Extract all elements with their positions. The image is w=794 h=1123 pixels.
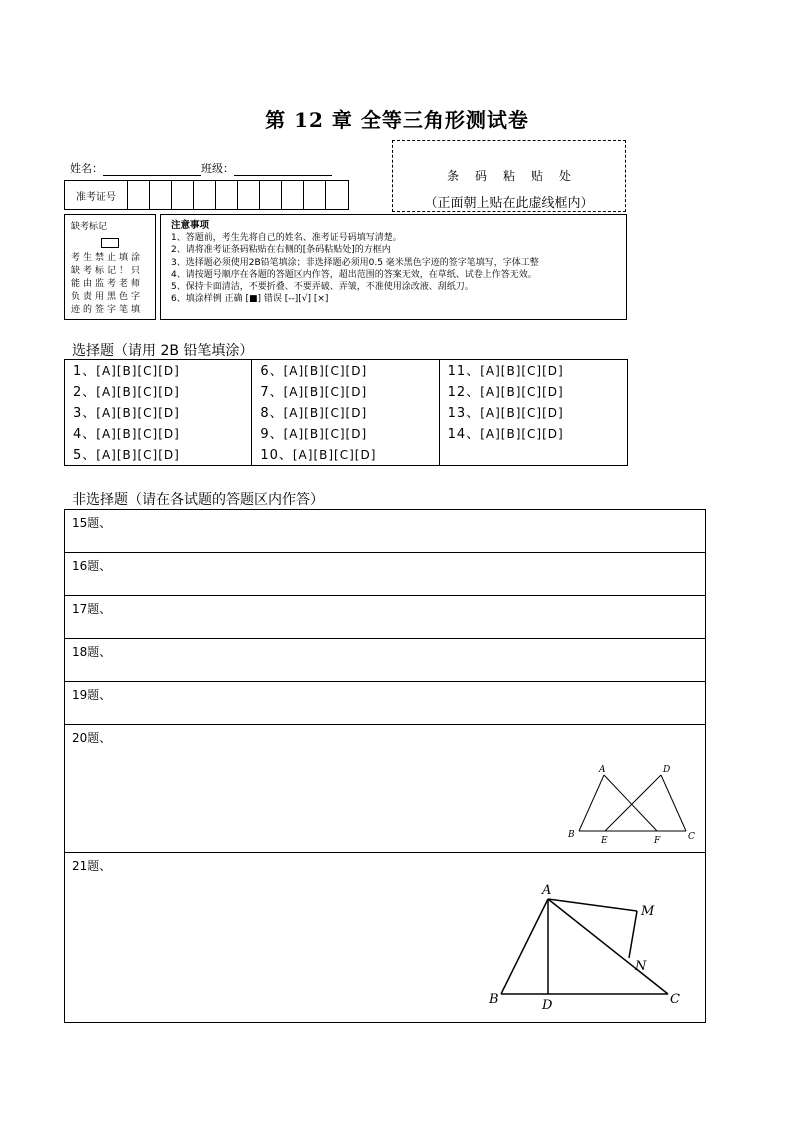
label-a: A (599, 765, 606, 775)
mc-number: 2、 (73, 385, 97, 400)
exam-number-cell[interactable] (326, 181, 348, 209)
class-label: 班级： (201, 162, 234, 175)
mc-row[interactable] (252, 445, 438, 466)
answer-box-18[interactable] (65, 639, 705, 682)
page-title: 第 12 章 全等三角形测试卷 (265, 108, 529, 132)
segment-ab (579, 775, 604, 831)
answer-box-21[interactable] (65, 853, 705, 1022)
student-info-row (70, 160, 332, 176)
mc-options[interactable]: [A][B][C][D] (96, 406, 180, 420)
mc-number: 9、 (260, 427, 284, 442)
triangle-figure-20 (565, 757, 700, 847)
mc-options[interactable]: [A][B][C][D] (283, 406, 368, 420)
note-item: 3、选择题必须使用2B铅笔填涂；非选择题必须用0.5 毫米黑色字迹的签字笔填写，字体工整 (171, 257, 539, 268)
absent-mark-box (64, 214, 156, 320)
mc-row[interactable] (65, 382, 251, 403)
triangle-figure-21 (480, 879, 690, 1014)
mc-options[interactable]: [A][B][C][D] (292, 448, 377, 462)
question-label: 17题、 (72, 602, 112, 616)
exam-number-cell[interactable] (194, 181, 216, 209)
label-d: D (663, 765, 671, 775)
exam-number-cell[interactable] (282, 181, 304, 209)
mc-row[interactable] (440, 403, 627, 424)
mc-row[interactable] (252, 361, 438, 382)
barcode-title: 条码粘贴处 (446, 169, 587, 183)
mc-options[interactable]: [A][B][C][D] (283, 385, 368, 399)
label-a: A (542, 883, 552, 898)
label-b: B (568, 830, 575, 840)
mc-options[interactable]: [A][B][C][D] (480, 427, 564, 441)
notes-heading: 注意事项 (171, 220, 210, 231)
class-field[interactable] (234, 163, 332, 176)
mc-row[interactable] (65, 361, 251, 382)
segment-ed (605, 775, 661, 831)
mc-number: 4、 (73, 427, 97, 442)
mc-number: 11、 (447, 364, 481, 379)
mc-column (252, 360, 439, 465)
label-d: D (542, 998, 553, 1013)
exam-number-label: 准考证号 (65, 181, 128, 209)
answer-box-20[interactable] (65, 725, 705, 853)
mc-column (440, 360, 627, 465)
segment-ab (501, 899, 548, 994)
label-n: N (635, 959, 647, 974)
mc-number: 13、 (447, 406, 481, 421)
mc-options[interactable]: [A][B][C][D] (96, 427, 180, 441)
mc-number: 6、 (260, 364, 284, 379)
label-m: M (641, 904, 655, 919)
mc-number: 3、 (73, 406, 97, 421)
answer-box-15[interactable] (65, 510, 705, 553)
name-label: 姓名： (70, 162, 103, 175)
notes-box (160, 214, 627, 320)
note-item: 6、填涂样例 正确 [■] 错误 [--][√] [×] (171, 294, 329, 305)
mc-number: 1、 (73, 364, 97, 379)
label-e: E (601, 836, 608, 846)
exam-number-grid (64, 180, 349, 210)
mc-row[interactable] (252, 424, 438, 445)
exam-number-cell[interactable] (304, 181, 326, 209)
absent-mark-text: 考生禁止填涂缺考标记！只能由监考老师负责用黑色字迹的签字笔填 (71, 253, 144, 315)
mc-options[interactable]: [A][B][C][D] (480, 406, 564, 420)
note-item: 5、保持卡面清洁，不要折叠、不要弄破、弄皱，不准使用涂改液、刮纸刀。 (171, 282, 474, 293)
mc-options[interactable]: [A][B][C][D] (96, 448, 180, 462)
mc-number: 7、 (260, 385, 284, 400)
question-label: 18题、 (72, 645, 112, 659)
mc-row[interactable] (65, 424, 251, 445)
mc-options[interactable]: [A][B][C][D] (283, 427, 368, 441)
mc-row[interactable] (65, 445, 251, 466)
note-item: 1、答题前，考生先将自己的姓名、准考证号码填写清楚。 (171, 233, 402, 244)
mc-column (65, 360, 252, 465)
mc-row[interactable] (440, 424, 627, 445)
mc-options[interactable]: [A][B][C][D] (96, 364, 180, 378)
mc-options[interactable]: [A][B][C][D] (480, 364, 564, 378)
mc-answer-grid (64, 359, 628, 466)
open-question-area (64, 509, 706, 1023)
note-item: 2、请将准考证条码粘贴在右侧的[条码粘贴处]的方框内 (171, 245, 391, 256)
absent-mark-checkbox[interactable] (101, 238, 119, 248)
mc-row[interactable] (252, 382, 438, 403)
label-f: F (654, 836, 661, 846)
exam-number-cell[interactable] (150, 181, 172, 209)
answer-box-19[interactable] (65, 682, 705, 725)
exam-number-cell[interactable] (216, 181, 238, 209)
question-label: 16题、 (72, 559, 112, 573)
label-c: C (688, 832, 695, 842)
mc-options[interactable]: [A][B][C][D] (283, 364, 368, 378)
exam-number-cell[interactable] (260, 181, 282, 209)
mc-number: 5、 (73, 448, 97, 463)
segment-dc (661, 775, 686, 831)
mc-section-title: 选择题（请用 2B 铅笔填涂） (72, 343, 254, 359)
mc-row[interactable] (440, 382, 627, 403)
mc-row[interactable] (252, 403, 438, 424)
absent-mark-title: 缺考标记 (71, 222, 108, 232)
label-b: B (489, 992, 499, 1007)
question-label: 19题、 (72, 688, 112, 702)
barcode-area (392, 140, 626, 212)
answer-box-16[interactable] (65, 553, 705, 596)
mc-number: 14、 (447, 427, 481, 442)
mc-number: 12、 (447, 385, 481, 400)
question-label: 15题、 (72, 516, 112, 530)
barcode-hint: （正面朝上贴在此虚线框内） (424, 196, 594, 211)
mc-row[interactable] (440, 361, 627, 382)
mc-options[interactable]: [A][B][C][D] (96, 385, 180, 399)
mc-options[interactable]: [A][B][C][D] (480, 385, 564, 399)
question-label: 20题、 (72, 731, 112, 745)
label-c: C (670, 992, 680, 1007)
answer-box-17[interactable] (65, 596, 705, 639)
mc-number: 10、 (260, 448, 293, 463)
segment-af (604, 775, 657, 831)
question-label: 21题、 (72, 859, 112, 873)
oq-section-title: 非选择题（请在各试题的答题区内作答） (72, 492, 324, 508)
mc-row[interactable] (65, 403, 251, 424)
name-field[interactable] (103, 163, 201, 176)
exam-number-cell[interactable] (172, 181, 194, 209)
exam-number-cell[interactable] (128, 181, 150, 209)
exam-number-cell[interactable] (238, 181, 260, 209)
note-item: 4、请按题号顺序在各题的答题区内作答，超出范围的答案无效，在草纸、试卷上作答无效。 (171, 269, 537, 280)
mc-number: 8、 (260, 406, 284, 421)
segment-mn (629, 911, 637, 958)
